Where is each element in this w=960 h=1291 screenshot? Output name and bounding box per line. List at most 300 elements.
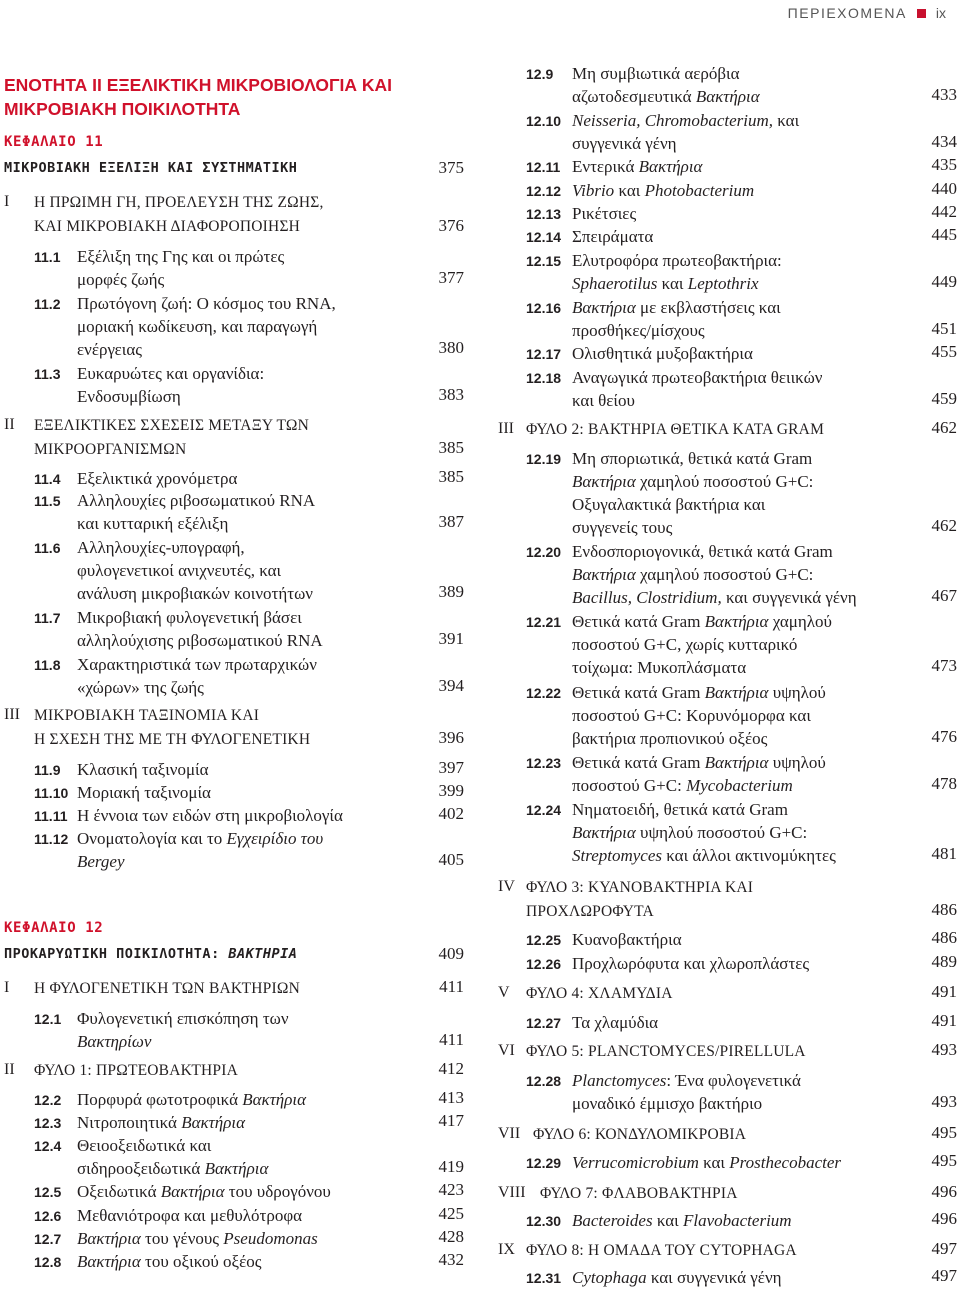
entry-title [77, 1180, 331, 1203]
page-ref: 467 [931, 586, 957, 605]
chapter-label: ΚΕΦΑΛΑΙΟ 11 [4, 134, 104, 150]
entry-text: και [652, 1211, 683, 1230]
page-ref: 391 [438, 629, 464, 648]
section-title: ΦΥΛΟ 6: ΚΟΝΔΥΛΟΜΙΚΡΟΒΙΑ [533, 1126, 747, 1143]
entry-number: 12.8 [34, 1254, 62, 1270]
entry-number: 12.15 [526, 253, 562, 269]
section-roman: IX [498, 1241, 515, 1258]
entry-line: Μικροβιακή φυλογενετική βάσει [77, 608, 302, 627]
entry-line [572, 681, 826, 704]
section-title: ΦΥΛΟ 1: ΠΡΩΤΕΟΒΑΚΤΗΡΙΑ [34, 1062, 238, 1079]
entry-text: ποσοστού G+C: [572, 776, 687, 795]
chapter-label: ΚΕΦΑΛΑΙΟ 12 [4, 920, 104, 936]
entry-number: 12.25 [526, 932, 562, 948]
section-roman: VII [498, 1125, 521, 1142]
entry-number: 11.9 [34, 762, 61, 778]
entry-line: ποσοστού G+C: Κορυνόμορφα και [572, 706, 811, 725]
page-ref: 383 [438, 385, 464, 404]
entry-number: 12.28 [526, 1073, 562, 1089]
entry-line: μοναδικό έμμισχο βακτήριο [572, 1094, 763, 1113]
entry-number: 11.3 [34, 366, 61, 382]
entry-line: αλληλούχισης ριβοσωματικού RNA [77, 631, 323, 650]
page-ref: 399 [438, 781, 464, 800]
entry-number: 12.9 [526, 66, 554, 82]
entry-number: 11.12 [34, 831, 69, 847]
entry-title [572, 1209, 792, 1232]
entry-line: ανάλυση μικροβιακών κοινοτήτων [77, 584, 313, 603]
entry-number: 12.4 [34, 1138, 62, 1154]
entry-text: Εντερικά [572, 157, 639, 176]
entry-text: του οξικού οξέος [140, 1252, 262, 1271]
page-ref: 493 [931, 1092, 957, 1111]
entry-text-italic: Streptomyces [572, 846, 663, 865]
page-ref: 411 [439, 1030, 464, 1049]
entry-number: 12.6 [34, 1208, 62, 1224]
section-title-line: ΜΙΚΡΟΒΙΑΚΗ ΤΑΞΙΝΟΜΙΑ ΚΑΙ [34, 707, 260, 724]
page-ref: 481 [931, 844, 957, 863]
section-roman: VI [498, 1042, 515, 1059]
entry-title: Προχλωρόφυτα και χλωροπλάστες [572, 954, 810, 973]
entry-title [572, 798, 836, 867]
entry-text: Οξειδωτικά [77, 1182, 161, 1201]
entry-text: και [614, 181, 645, 200]
entry-title [77, 1088, 306, 1111]
entry-line [572, 751, 826, 774]
page-ref: 428 [438, 1227, 464, 1246]
entry-text-italic: Leptothrix [687, 274, 759, 293]
entry-title [572, 296, 781, 342]
entry-text-italic: Cytophaga [572, 1268, 647, 1287]
entry-line [572, 563, 857, 586]
entry-text: Θετικά κατά Gram [572, 753, 705, 772]
entry-title: Εξελικτικά χρονόμετρα [77, 469, 238, 488]
entry-title [572, 610, 832, 679]
entry-text-italic: Εγχειρίδιο του [226, 829, 324, 848]
entry-title [572, 155, 702, 178]
entry-line [572, 296, 781, 319]
page-ref: 442 [931, 202, 957, 221]
page-number: ix [935, 5, 946, 21]
page-ref: 433 [931, 85, 957, 104]
entry-text-italic: Βακτήρια [160, 1182, 225, 1201]
page-ref: 397 [438, 758, 464, 777]
page-ref: 462 [931, 516, 957, 535]
entry-title [572, 366, 822, 412]
entry-line [572, 774, 826, 797]
entry-title [572, 681, 826, 750]
page-ref: 476 [931, 727, 957, 746]
entry-title: Ρικέτσιες [572, 204, 637, 223]
entry-title [77, 827, 323, 873]
entry-text-italic: Photobacterium [644, 181, 755, 200]
entry-line: Χαρακτηριστικά των πρωταρχικών [77, 655, 317, 674]
entry-line [572, 272, 782, 295]
entry-text: σιδηροοξειδωτικά [77, 1159, 205, 1178]
page-ref: 377 [438, 268, 464, 287]
entry-number: 12.5 [34, 1184, 62, 1200]
entry-line: προσθήκες/μίσχους [572, 321, 705, 340]
section-roman: I [4, 193, 10, 210]
entry-number: 12.11 [526, 159, 561, 175]
page-ref: 432 [438, 1250, 464, 1269]
page-ref: 451 [931, 319, 957, 338]
entry-title [77, 362, 264, 408]
page-ref: 405 [438, 850, 464, 869]
entry-text-italic: Βακτηρίων [77, 1032, 152, 1051]
entry-text: χαμηλού ποσοστού G+C: [635, 565, 814, 584]
entry-number: 12.3 [34, 1115, 62, 1131]
entry-text: Θετικά κατά Gram [572, 612, 705, 631]
page-ref: 497 [931, 1266, 957, 1285]
entry-line: φυλογενετικοί ανιχνευτές, και [77, 561, 282, 580]
page-ref: 495 [931, 1151, 957, 1170]
page-ref: 440 [931, 179, 957, 198]
entry-line [77, 1157, 268, 1180]
section-title [34, 414, 309, 462]
entry-text: Ονοματολογία και το [77, 829, 227, 848]
entry-line: Οξυγαλακτικά βακτήρια και [572, 495, 766, 514]
entry-title: Η έννοια των ειδών στη μικροβιολογία [77, 806, 343, 825]
page-ref: 491 [931, 1011, 957, 1030]
section-title [526, 876, 753, 924]
entry-line [572, 1069, 801, 1092]
entry-line: Πρωτόγονη ζωή: Ο κόσμος του RNA, [77, 294, 336, 313]
entry-text-italic: Mycobacterium [686, 776, 793, 795]
page-ref: 380 [438, 338, 464, 357]
entry-text-italic: Βακτήρια [704, 612, 769, 631]
entry-title [77, 606, 323, 652]
entry-text-italic: Βακτήρια [77, 1252, 141, 1271]
entry-text: υψηλού [768, 683, 826, 702]
section-title: ΦΥΛΟ 4: ΧΛΑΜΥΔΙΑ [526, 985, 673, 1002]
entry-title: Τα χλαμύδια [572, 1013, 659, 1032]
entry-number: 12.18 [526, 370, 562, 386]
entry-text: και [773, 111, 800, 130]
entry-line: βακτήρια προπιονικού οξέος [572, 729, 768, 748]
entry-title [77, 292, 336, 361]
section-title: ΦΥΛΟ 7: ΦΛΑΒΟΒΑΚΤΗΡΙΑ [540, 1185, 738, 1202]
entry-text-italic: Βακτήρια [77, 1229, 141, 1248]
entry-title [572, 249, 782, 295]
entry-line: και κυτταρική εξέλιξη [77, 514, 229, 533]
entry-text: Νιτροποιητικά [77, 1113, 182, 1132]
section-roman: IV [498, 878, 515, 895]
page-ref: 449 [931, 272, 957, 291]
entry-title [572, 540, 857, 609]
entry-text-italic: Neisseria, Chromobacterium, [572, 111, 774, 130]
red-square-icon [917, 9, 926, 18]
entry-line: μορφές ζωής [77, 270, 165, 289]
entry-title [572, 447, 813, 539]
entry-line: συγγενικά γένη [572, 134, 677, 153]
page-ref: 493 [931, 1040, 957, 1059]
page-ref: 445 [931, 225, 957, 244]
entry-text-italic: Βακτήρια [695, 87, 760, 106]
entry-line [572, 844, 836, 867]
entry-line [77, 850, 323, 873]
entry-line: συγγενείς τους [572, 518, 673, 537]
section-roman: III [4, 706, 20, 723]
entry-text-italic: Planctomyces [572, 1071, 667, 1090]
entry-text-italic: Βακτήρια [181, 1113, 245, 1132]
page-ref: 413 [438, 1088, 464, 1107]
page-ref: 462 [931, 418, 957, 437]
entry-number: 12.16 [526, 300, 562, 316]
entry-number: 12.29 [526, 1155, 562, 1171]
entry-text: και [657, 274, 688, 293]
entry-text: με εκβλαστήσεις και [635, 298, 781, 317]
entry-line: τοίχωμα: Μυκοπλάσματα [572, 658, 747, 677]
page-ref: 423 [438, 1180, 464, 1199]
entry-line [572, 610, 832, 633]
page-ref: 455 [931, 342, 957, 361]
entry-text-italic: Βακτήρια [572, 472, 636, 491]
entry-text: Θετικά κατά Gram [572, 683, 705, 702]
section-title-line: ΕΞΕΛΙΚΤΙΚΕΣ ΣΧΕΣΕΙΣ ΜΕΤΑΞΥ ΤΩΝ [34, 417, 309, 434]
section-title-line: ΚΑΙ ΜΙΚΡΟΒΙΑΚΗ ΔΙΑΦΟΡΟΠΟΙΗΣΗ [34, 218, 301, 235]
entry-text: και συγγενικά γένη [646, 1268, 782, 1287]
chapter-title-text: ΠΡΟΚΑΡΥΩΤΙΚΗ ΠΟΙΚΙΛΟΤΗΤΑ: [4, 946, 229, 962]
entry-line: Θειοοξειδωτικά και [77, 1136, 212, 1155]
entry-number: 12.2 [34, 1092, 62, 1108]
page-ref: 396 [438, 728, 464, 747]
entry-number: 12.10 [526, 113, 562, 129]
entry-title: Κυανοβακτήρια [572, 930, 682, 949]
entry-title [77, 1250, 262, 1273]
entry-title [572, 62, 760, 108]
entry-text: Πορφυρά φωτοτροφικά [77, 1090, 243, 1109]
entry-title [572, 1151, 841, 1174]
entry-number: 12.31 [526, 1270, 562, 1286]
page-ref: 435 [931, 155, 957, 174]
entry-text-italic: Βακτήρια [704, 753, 769, 772]
entry-number: 12.24 [526, 802, 562, 818]
entry-text: υψηλού [768, 753, 826, 772]
entry-number: 12.1 [34, 1011, 62, 1027]
section-title-line: Η ΠΡΩΙΜΗ ΓΗ, ΠΡΟΕΛΕΥΣΗ ΤΗΣ ΖΩΗΣ, [34, 194, 324, 211]
unit-title-line: ΕΝΟΤΗΤΑ ΙΙ ΕΞΕΛΙΚΤΙΚΗ ΜΙΚΡΟΒΙΟΛΟΓΙΑ ΚΑΙ [4, 75, 393, 95]
page-ref: 419 [438, 1157, 464, 1176]
entry-number: 12.30 [526, 1213, 562, 1229]
entry-line [77, 1030, 289, 1053]
entry-number: 11.11 [34, 808, 68, 824]
page-ref: 478 [931, 774, 957, 793]
entry-line: Νηματοειδή, θετικά κατά Gram [572, 800, 788, 819]
page-ref: 376 [438, 216, 464, 235]
section-roman: II [4, 1061, 15, 1078]
page-ref: 489 [931, 952, 957, 971]
entry-text-italic: Flavobacterium [682, 1211, 792, 1230]
entry-title [77, 489, 315, 535]
entry-number: 11.1 [34, 249, 61, 265]
entry-number: 12.21 [526, 614, 562, 630]
entry-text-italic: Bacillus, Clostridium, [572, 588, 722, 607]
entry-title: Μοριακή ταξινομία [77, 783, 211, 802]
entry-text-italic: Vibrio [572, 181, 615, 200]
entry-number: 12.22 [526, 685, 562, 701]
entry-text-italic: Βακτήρια [704, 683, 769, 702]
entry-line [572, 586, 857, 609]
entry-title [572, 751, 826, 797]
entry-line: Μη συμβιωτικά αερόβια [572, 64, 740, 83]
entry-line: Εξέλιξη της Γης και οι πρώτες [77, 247, 285, 266]
entry-number: 12.13 [526, 206, 562, 222]
page-ref: 496 [931, 1182, 957, 1201]
entry-line [572, 109, 799, 132]
section-title [34, 704, 310, 752]
entry-line [572, 85, 760, 108]
section-title-line: ΦΥΛΟ 3: ΚΥΑΝΟΒΑΚΤΗΡΙΑ ΚΑΙ [526, 879, 754, 896]
entry-title [572, 1266, 782, 1289]
section-roman: V [498, 984, 510, 1001]
entry-title [77, 1111, 245, 1134]
entry-text-italic: Βακτήρια [572, 565, 636, 584]
page-ref: 425 [438, 1204, 464, 1223]
entry-line: «χώρων» της ζωής [77, 678, 204, 697]
entry-number: 11.4 [34, 471, 61, 487]
entry-text: και συγγενικά γένη [721, 588, 857, 607]
entry-line: Αναγωγικά πρωτεοβακτήρια θειικών [572, 368, 823, 387]
section-title [34, 191, 324, 239]
entry-text-italic: Βακτήρια [638, 157, 703, 176]
entry-number: 12.14 [526, 229, 562, 245]
entry-line: Ευκαρυώτες και οργανίδια: [77, 364, 265, 383]
entry-number: 12.27 [526, 1015, 562, 1031]
entry-title [572, 109, 799, 155]
chapter-title-italic: ΒΑΚΤΗΡΙΑ [228, 946, 298, 962]
entry-text-italic: Βακτήρια [204, 1159, 269, 1178]
entry-title [572, 179, 754, 202]
page-ref: 473 [931, 656, 957, 675]
entry-number: 12.12 [526, 183, 562, 199]
page-ref: 385 [438, 467, 464, 486]
page-ref: 389 [438, 582, 464, 601]
page-ref: 412 [438, 1059, 464, 1078]
entry-text-italic: Bacteroides [572, 1211, 653, 1230]
page-ref[interactable]: 375 [438, 158, 464, 177]
section-title: Η ΦΥΛΟΓΕΝΕΤΙΚΗ ΤΩΝ ΒΑΚΤΗΡΙΩΝ [34, 980, 300, 997]
chapter-title [4, 946, 297, 962]
entry-number: 12.17 [526, 346, 562, 362]
entry-text: και [698, 1153, 730, 1172]
chapter-title: ΜΙΚΡΟΒΙΑΚΗ ΕΞΕΛΙΞΗ ΚΑΙ ΣΥΣΤΗΜΑΤΙΚΗ [4, 160, 298, 176]
entry-text: του υδρογόνου [224, 1182, 331, 1201]
section-title-line: ΠΡΟΧΛΩΡΟΦΥΤΑ [526, 903, 654, 920]
entry-number: 12.26 [526, 956, 562, 972]
entry-text: υψηλού ποσοστού G+C: [635, 823, 808, 842]
section-roman: I [4, 979, 10, 996]
entry-line: ποσοστού G+C, χωρίς κυτταρικό [572, 635, 798, 654]
section-title: ΦΥΛΟ 5: PLANCTOMYCES/PIRELLULA [526, 1043, 806, 1060]
entry-text-italic: Βακτήρια [242, 1090, 307, 1109]
entry-title [572, 1069, 801, 1115]
page-ref: 402 [438, 804, 464, 823]
entry-text-italic: Pseudomonas [223, 1229, 318, 1248]
unit-title [4, 73, 464, 121]
page-ref: 434 [931, 132, 957, 151]
entry-text-italic: Verrucomicrobium [572, 1153, 699, 1172]
entry-line: Αλληλουχίες ριβοσωματικού RNA [77, 491, 316, 510]
entry-title [77, 245, 284, 291]
entry-line: Μη σποριωτικά, θετικά κατά Gram [572, 449, 813, 468]
entry-number: 11.10 [34, 785, 69, 801]
entry-text-italic: Βακτήρια [572, 298, 636, 317]
entry-title [77, 536, 313, 605]
entry-line: Αλληλουχίες-υπογραφή, [77, 538, 245, 557]
page-ref: 497 [931, 1239, 957, 1258]
entry-line [572, 470, 813, 493]
page-ref: 411 [439, 977, 464, 996]
section-title: ΦΥΛΟ 2: ΒΑΚΤΗΡΙΑ ΘΕΤΙΚΑ ΚΑΤΑ GRAM [526, 421, 825, 438]
entry-title [77, 653, 317, 699]
entry-line [77, 827, 323, 850]
entry-line: και θείου [572, 391, 635, 410]
entry-number: 12.7 [34, 1231, 62, 1247]
running-header [788, 2, 946, 24]
page-ref: 486 [931, 900, 957, 919]
entry-text: του γένους [140, 1229, 224, 1248]
entry-line: μοριακή κωδίκευση, και παραγωγή [77, 317, 318, 336]
entry-title [77, 1227, 318, 1250]
section-roman: II [4, 416, 15, 433]
entry-number: 12.20 [526, 544, 562, 560]
entry-title [77, 1134, 268, 1180]
entry-number: 12.23 [526, 755, 562, 771]
entry-title: Ολισθητικά μυξοβακτήρια [572, 344, 753, 363]
entry-line: Φυλογενετική επισκόπηση των [77, 1009, 289, 1028]
entry-title: Μεθανιότροφα και μεθυλότροφα [77, 1206, 303, 1225]
entry-number: 12.19 [526, 451, 562, 467]
entry-line: ενέργειας [77, 340, 143, 359]
entry-line: Ελυτροφόρα πρωτεοβακτήρια: [572, 251, 782, 270]
entry-title: Κλασική ταξινομία [77, 760, 209, 779]
entry-title: Σπειράματα [572, 227, 654, 246]
entry-text: χαμηλού [768, 612, 832, 631]
entry-text: και άλλοι ακτινομύκητες [662, 846, 836, 865]
unit-title-line: ΜΙΚΡΟΒΙΑΚΗ ΠΟΙΚΙΛΟΤΗΤΑ [4, 99, 241, 119]
section-roman: III [498, 420, 514, 437]
page-ref: 387 [438, 512, 464, 531]
entry-line [572, 821, 836, 844]
entry-number: 11.7 [34, 610, 61, 626]
entry-title [77, 1007, 289, 1053]
page-ref: 417 [438, 1111, 464, 1130]
page-ref: 495 [931, 1123, 957, 1142]
entry-text-italic: Bergey [77, 852, 125, 871]
entry-number: 11.2 [34, 296, 61, 312]
section-title-line: Η ΣΧΕΣΗ ΤΗΣ ΜΕ ΤΗ ΦΥΛΟΓΕΝΕΤΙΚΗ [34, 731, 311, 748]
running-header-title: ΠΕΡΙΕΧΟΜΕΝΑ [787, 5, 907, 21]
entry-text: χαμηλού ποσοστού G+C: [635, 472, 814, 491]
entry-text: αζωτοδεσμευτικά [572, 87, 696, 106]
page-ref: 486 [931, 928, 957, 947]
entry-line: Ενδοσποριογονικά, θετικά κατά Gram [572, 542, 833, 561]
page-ref: 496 [931, 1209, 957, 1228]
entry-number: 11.8 [34, 657, 61, 673]
section-title-line: ΜΙΚΡΟΟΡΓΑΝΙΣΜΩΝ [34, 441, 187, 458]
entry-text: : Ένα φυλογενετικά [666, 1071, 801, 1090]
section-roman: VIII [498, 1184, 526, 1201]
page-ref: 394 [438, 676, 464, 695]
page-ref: 491 [931, 982, 957, 1001]
entry-number: 11.5 [34, 493, 61, 509]
page-ref: 385 [438, 438, 464, 457]
page-ref[interactable]: 409 [438, 944, 464, 963]
entry-text-italic: Βακτήρια [572, 823, 636, 842]
entry-number: 11.6 [34, 540, 61, 556]
entry-text-italic: Sphaerotilus [572, 274, 658, 293]
entry-text-italic: Prosthecobacter [729, 1153, 841, 1172]
